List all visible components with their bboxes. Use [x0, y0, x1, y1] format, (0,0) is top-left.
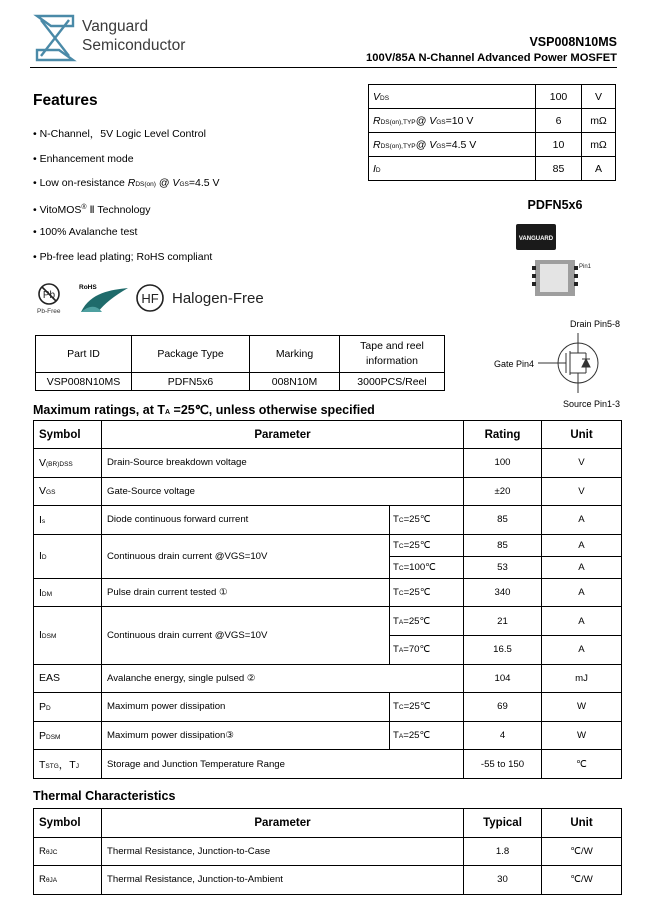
table-row	[34, 477, 622, 506]
symbol-cell: RθJA	[34, 866, 102, 895]
chip-marking: VANGUARD	[518, 236, 554, 242]
condition-cell: TA=25℃	[390, 721, 464, 750]
table-row	[34, 721, 622, 750]
table-cell: VSP008N10MS	[36, 373, 132, 391]
condition-cell: TA=25℃	[390, 607, 464, 636]
spec-param: RDS(on),TYP@ VGS=4.5 V	[369, 133, 536, 157]
unit-cell: A	[542, 578, 622, 607]
table-row	[369, 133, 616, 157]
symbol-cell: IDM	[34, 578, 102, 607]
spec-param: ID	[369, 157, 536, 181]
unit-cell: A	[542, 556, 622, 578]
table-header-row	[34, 421, 622, 449]
col-header: Marking	[250, 336, 340, 373]
max-ratings-table	[33, 420, 622, 779]
unit-cell: A	[542, 607, 622, 636]
company-name-line1: Vanguard	[82, 18, 149, 35]
feature-list	[33, 127, 220, 275]
feature-item: • VitoMOS® Ⅱ Technology	[33, 201, 220, 226]
table-header-row	[36, 336, 445, 373]
col-header: Package Type	[132, 336, 250, 373]
spec-unit: mΩ	[582, 109, 616, 133]
rating-cell: -55 to 150	[464, 750, 542, 779]
parameter-cell: Continuous drain current @VGS=10V	[102, 534, 390, 578]
unit-cell: A	[542, 534, 622, 556]
symbol-cell: PDSM	[34, 721, 102, 750]
unit-cell: A	[542, 635, 622, 664]
parameter-cell: Continuous drain current @VGS=10V	[102, 607, 390, 664]
unit-cell: ℃/W	[542, 837, 622, 866]
table-row	[36, 373, 445, 391]
source-pin-label: Source Pin1-3	[562, 399, 620, 409]
company-name-line2: Semiconductor	[82, 37, 186, 54]
table-cell: 008N10M	[250, 373, 340, 391]
table-row	[34, 664, 622, 693]
condition-cell: TA=70℃	[390, 635, 464, 664]
col-header: Typical	[464, 809, 542, 838]
pb-free-icon	[39, 284, 59, 304]
rating-cell: 85	[464, 534, 542, 556]
unit-cell: ℃/W	[542, 866, 622, 895]
parameter-cell: Drain-Source breakdown voltage	[102, 449, 464, 478]
symbol-cell: TSTG，TJ	[34, 750, 102, 779]
symbol-cell: Is	[34, 506, 102, 535]
rating-cell: 340	[464, 578, 542, 607]
product-subtitle: 100V/85A N-Channel Advanced Power MOSFET	[366, 52, 617, 64]
condition-cell: TC=100℃	[390, 556, 464, 578]
col-header: Rating	[464, 421, 542, 449]
ordering-table	[35, 335, 445, 391]
table-row	[369, 157, 616, 181]
unit-cell: V	[542, 477, 622, 506]
unit-cell: W	[542, 721, 622, 750]
condition-cell: TC=25℃	[390, 534, 464, 556]
typical-cell: 30	[464, 866, 542, 895]
svg-text:HF: HF	[141, 291, 159, 306]
table-row	[34, 693, 622, 722]
gate-pin-label: Gate Pin4	[493, 359, 534, 369]
col-header: Parameter	[102, 421, 464, 449]
spec-value: 10	[536, 133, 582, 157]
key-spec-table	[368, 84, 616, 181]
symbol-cell: IDSM	[34, 607, 102, 664]
spec-param: RDS(on),TYP@ VGS=10 V	[369, 109, 536, 133]
parameter-cell: Thermal Resistance, Junction-to-Case	[102, 837, 464, 866]
mosfet-icon	[538, 333, 598, 393]
rating-cell: 4	[464, 721, 542, 750]
vanguard-logo-icon	[33, 12, 77, 64]
spec-value: 85	[536, 157, 582, 181]
svg-text:Pb: Pb	[42, 290, 56, 301]
features-title: Features	[33, 92, 98, 109]
halogen-free-icon	[137, 285, 163, 311]
symbol-cell: VGS	[34, 477, 102, 506]
spec-param: VDS	[369, 85, 536, 109]
col-header: Unit	[542, 421, 622, 449]
rating-cell: 21	[464, 607, 542, 636]
drain-pin-label: Drain Pin5-8	[569, 319, 620, 329]
spec-unit: A	[582, 157, 616, 181]
parameter-cell: Diode continuous forward current	[102, 506, 390, 535]
feature-item: • 100% Avalanche test	[33, 225, 220, 250]
company-name	[82, 17, 185, 55]
spec-value: 100	[536, 85, 582, 109]
parameter-cell: Gate-Source voltage	[102, 477, 464, 506]
table-row	[34, 449, 622, 478]
rohs-label: RoHS	[79, 284, 97, 291]
rating-cell: 104	[464, 664, 542, 693]
spec-unit: V	[582, 85, 616, 109]
table-row	[34, 607, 622, 636]
parameter-cell: Pulse drain current tested ①	[102, 578, 390, 607]
rating-cell: 100	[464, 449, 542, 478]
symbol-cell: EAS	[34, 664, 102, 693]
parameter-cell: Storage and Junction Temperature Range	[102, 750, 464, 779]
col-header: Tape and reel information	[340, 336, 445, 373]
symbol-cell: PD	[34, 693, 102, 722]
table-cell: 3000PCS/Reel	[340, 373, 445, 391]
col-header: Parameter	[102, 809, 464, 838]
parameter-cell: Avalanche energy, single pulsed ②	[102, 664, 464, 693]
table-row	[34, 866, 622, 895]
mosfet-symbol-diagram	[482, 315, 622, 410]
feature-item: • Enhancement mode	[33, 152, 220, 177]
halogen-free-label: Halogen-Free	[172, 290, 264, 307]
table-header-row	[34, 809, 622, 838]
typical-cell: 1.8	[464, 837, 542, 866]
unit-cell: A	[542, 506, 622, 535]
symbol-cell: RθJC	[34, 837, 102, 866]
col-header: Unit	[542, 809, 622, 838]
pin1-label: Pin1	[579, 264, 592, 270]
col-header: Symbol	[34, 421, 102, 449]
feature-item: • Pb-free lead plating; RoHS compliant	[33, 250, 220, 275]
table-row	[369, 85, 616, 109]
spec-unit: mΩ	[582, 133, 616, 157]
unit-cell: W	[542, 693, 622, 722]
header-divider	[30, 67, 617, 68]
unit-cell: ℃	[542, 750, 622, 779]
parameter-cell: Maximum power dissipation③	[102, 721, 390, 750]
parameter-cell: Thermal Resistance, Junction-to-Ambient	[102, 866, 464, 895]
table-row	[34, 750, 622, 779]
package-name: PDFN5x6	[527, 198, 583, 212]
rohs-leaf-icon	[81, 288, 128, 312]
table-cell: PDFN5x6	[132, 373, 250, 391]
condition-cell: TC=25℃	[390, 693, 464, 722]
part-number: VSP008N10MS	[529, 35, 617, 49]
package-chip-icon	[513, 222, 598, 307]
symbol-cell: V(BR)DSS	[34, 449, 102, 478]
symbol-cell: ID	[34, 534, 102, 578]
thermal-title: Thermal Characteristics	[33, 789, 176, 803]
unit-cell: mJ	[542, 664, 622, 693]
table-row	[34, 534, 622, 556]
table-row	[34, 506, 622, 535]
feature-item: • N-Channel，5V Logic Level Control	[33, 127, 220, 152]
unit-cell: V	[542, 449, 622, 478]
feature-item: • Low on-resistance RDS(on) @ VGS=4.5 V	[33, 176, 220, 201]
rating-cell: 16.5	[464, 635, 542, 664]
table-row	[34, 578, 622, 607]
max-ratings-title: Maximum ratings, at TA =25℃, unless otherwise specified	[33, 403, 375, 417]
spec-value: 6	[536, 109, 582, 133]
parameter-cell: Maximum power dissipation	[102, 693, 390, 722]
rating-cell: 53	[464, 556, 542, 578]
rating-cell: 85	[464, 506, 542, 535]
col-header: Symbol	[34, 809, 102, 838]
thermal-table	[33, 808, 622, 895]
condition-cell: TC=25℃	[390, 578, 464, 607]
pb-free-label: Pb-Free	[37, 308, 61, 315]
col-header: Part ID	[36, 336, 132, 373]
rating-cell: 69	[464, 693, 542, 722]
rating-cell: ±20	[464, 477, 542, 506]
table-row	[34, 837, 622, 866]
condition-cell: TC=25℃	[390, 506, 464, 535]
table-row	[369, 109, 616, 133]
